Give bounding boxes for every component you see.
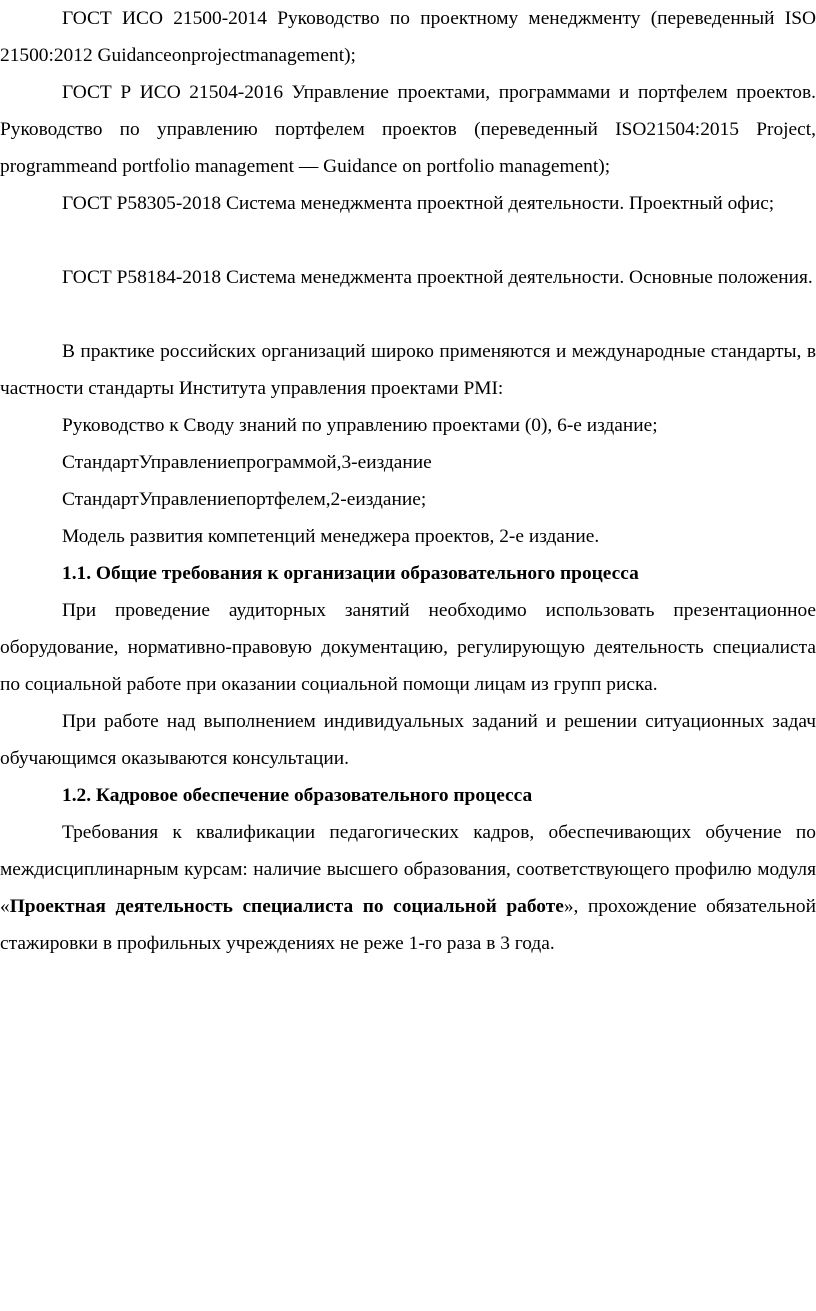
- standard-paragraph-3: ГОСТ Р58305-2018 Система менеджмента проектной деятельности. Проектный офис;: [62, 193, 775, 214]
- section-1-2-heading: 1.2. Кадровое обеспечение образовательного процесса: [62, 785, 533, 806]
- standard-paragraph-4: ГОСТ Р58184-2018 Система менеджмента проектной деятельности. Основные положения.: [62, 267, 813, 288]
- pmi-item-3: СтандартУправлениепортфелем,2-еиздание;: [62, 489, 427, 510]
- qualification-text-before: Требования к квалификации педагогических кадров, обеспечивающих обучение по междисциплинарным курсам: наличие высшего образования, соответствующего профилю модуля «: [0, 822, 816, 917]
- section-1-2-paragraph: [0, 814, 816, 962]
- pmi-item-2: СтандартУправлениепрограммой,3-еиздание: [62, 452, 432, 473]
- pmi-item-1: Руководство к Своду знаний по управлению проектами (0), 6-е издание;: [62, 415, 658, 436]
- pmi-item-4: Модель развития компетенций менеджера проектов, 2-е издание.: [62, 526, 600, 547]
- section-1-1-paragraph-1: При проведение аудиторных занятий необходимо использовать презентационное оборудование, нормативно-правовую документацию, регулирующую деятельность специалиста по социальной работе при оказании социальной помощи лицам из групп риска.: [0, 600, 816, 695]
- qualification-text-after: », прохождение обязательной стажировки в профильных учреждениях не реже 1-го раза в 3 года.: [0, 896, 816, 954]
- pmi-intro-paragraph: В практике российских организаций широко применяются и международные стандарты, в частности стандарты Института управления проектами PMI:: [0, 341, 816, 399]
- standard-paragraph-1: ГОСТ ИСО 21500-2014 Руководство по проектному менеджменту (переведенный ISO 21500:2012 Guidanceonprojectmanagement);: [0, 8, 816, 66]
- standard-paragraph-2: ГОСТ Р ИСО 21504-2016 Управление проектами, программами и портфелем проектов. Руководство по управлению портфелем проектов (переведенный ISO21504:2015 Project, programmeand portfolio management — Guidance on portfolio management);: [0, 82, 816, 177]
- section-1-1-paragraph-2: При работе над выполнением индивидуальных заданий и решении ситуационных задач обучающимся оказываются консультации.: [0, 711, 816, 769]
- section-1-1-heading: 1.1. Общие требования к организации образовательного процесса: [62, 563, 639, 584]
- module-name: Проектная деятельность специалиста по социальной работе: [9, 896, 564, 917]
